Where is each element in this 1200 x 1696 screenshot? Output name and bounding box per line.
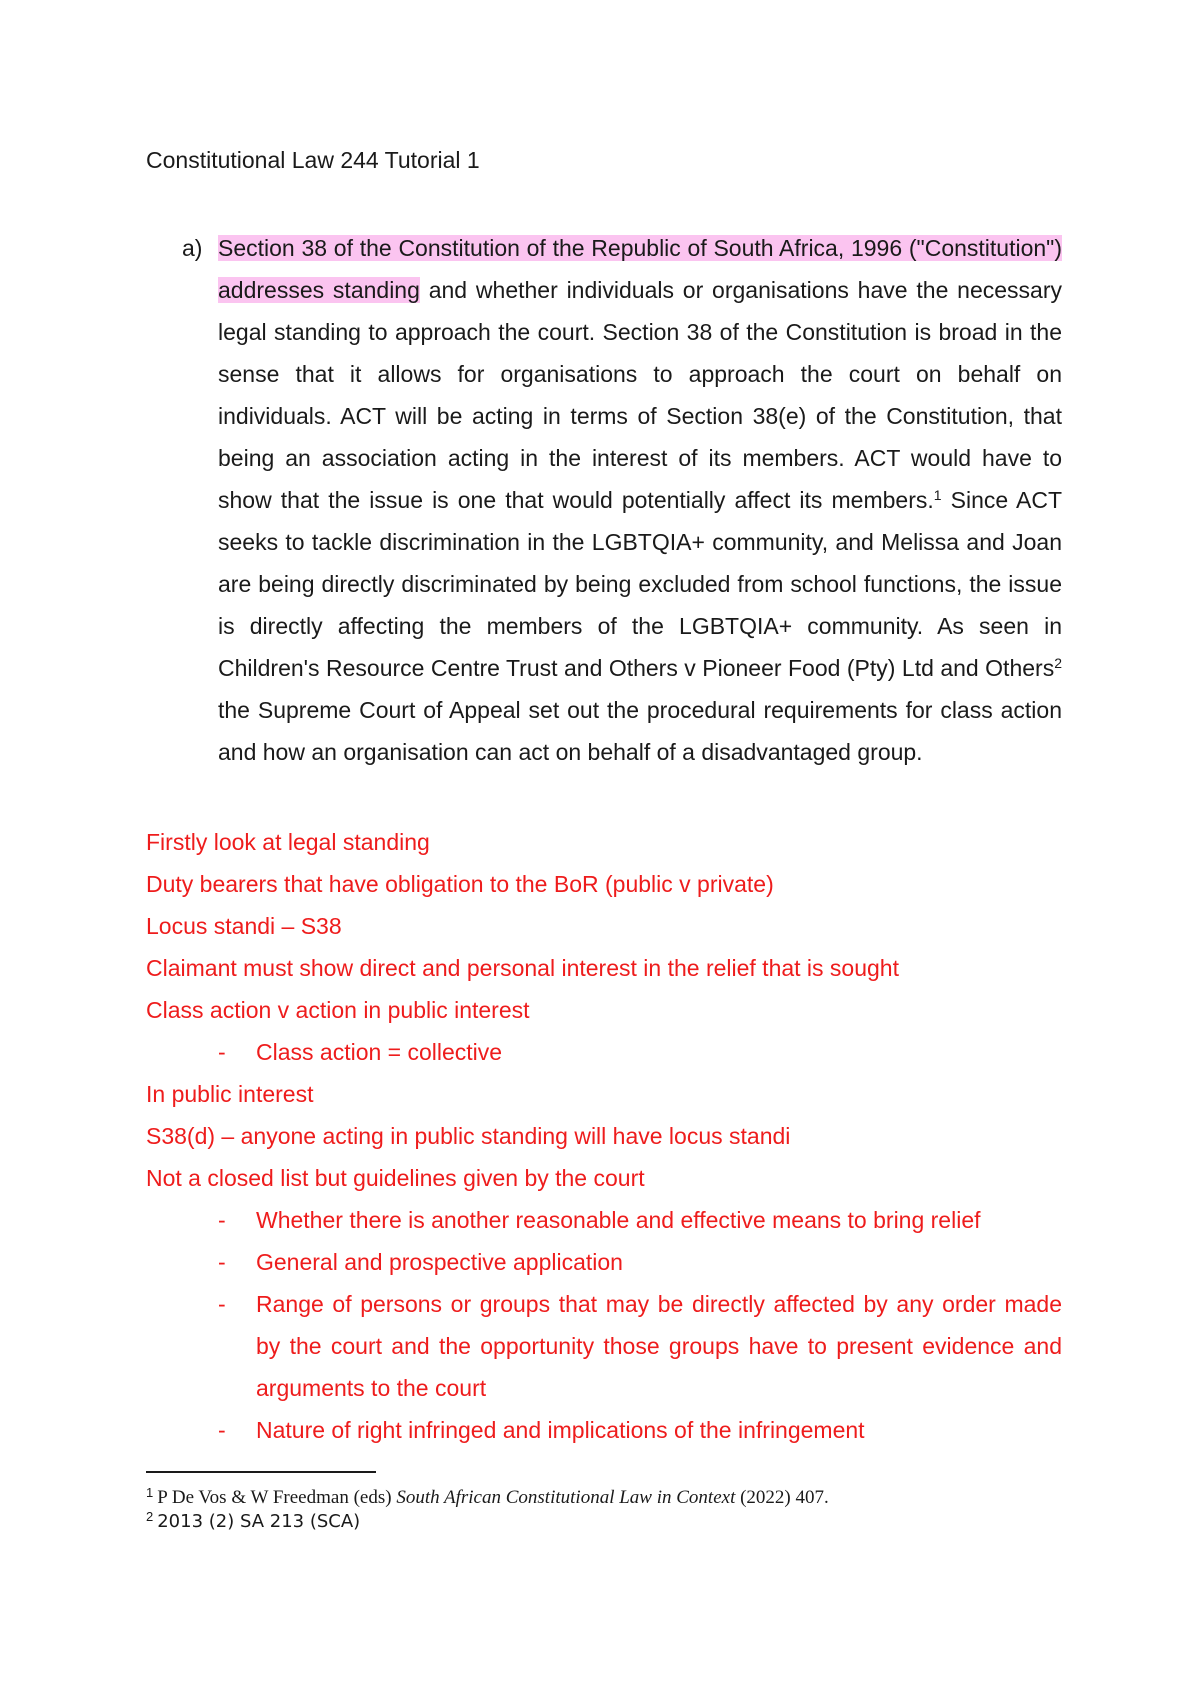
footnote-authors: P De Vos & W Freedman (eds) bbox=[157, 1487, 397, 1508]
body-text-part-1: and whether individuals or organisations have the necessary legal standing to approach the court. Section 38 of the Constitution is broad in the sense that it allows for organisations to approach the court on behalf on individuals. ACT will be acting in terms of Section 38(e) of the Constitution, that being an association acting in the interest of its members. ACT would have to show that the issue is one that would potentially affect its members. bbox=[218, 277, 1063, 513]
footnote-number: 1 bbox=[146, 1485, 154, 1500]
bullet-text: Range of persons or groups that may be directly affected by any order made by the court and the opportunity those groups have to present evidence and arguments to the court bbox=[256, 1291, 1062, 1401]
bullet-text: Nature of right infringed and implications of the infringement bbox=[256, 1417, 865, 1443]
note-line: S38(d) – anyone acting in public standing will have locus standi bbox=[146, 1123, 791, 1149]
footnote-book-title: South African Constitutional Law in Context bbox=[396, 1487, 736, 1508]
footnote-citation: (2022) 407. bbox=[735, 1487, 829, 1508]
list-item-body bbox=[218, 227, 1062, 773]
note-bullet bbox=[146, 1199, 1062, 1241]
footnote-ref-2[interactable]: 2 bbox=[1054, 655, 1062, 671]
note-bullet bbox=[146, 1031, 1062, 1073]
note-line: Duty bearers that have obligation to the BoR (public v private) bbox=[146, 871, 774, 897]
body-text-part-3: the Supreme Court of Appeal set out the procedural requirements for class action and how an organisation can act on behalf of a disadvantaged group. bbox=[218, 697, 1062, 765]
red-notes bbox=[146, 821, 1062, 1451]
dash-bullet: - bbox=[218, 1207, 226, 1233]
note-bullet bbox=[146, 1283, 1062, 1409]
footnote-citation: 2013 (2) SA 213 (SCA) bbox=[157, 1511, 361, 1532]
body-text-part-2: Since ACT seeks to tackle discrimination in the LGBTQIA+ community, and Melissa and Joan are being directly discriminated by being excluded from school functions, the issue is directly affecting the members of the LGBTQIA+ community. As seen in Children's Resource Centre Trust and Others v Pioneer Food (Pty) Ltd and Others bbox=[218, 487, 1062, 681]
footnote-2 bbox=[146, 1510, 1062, 1534]
dash-bullet: - bbox=[218, 1417, 226, 1443]
note-line: In public interest bbox=[146, 1081, 314, 1107]
list-marker: a) bbox=[182, 235, 203, 261]
note-bullet bbox=[146, 1241, 1062, 1283]
footnote-number: 2 bbox=[146, 1509, 154, 1524]
note-bullet bbox=[146, 1409, 1062, 1451]
footnote-1 bbox=[146, 1486, 1062, 1510]
footnote-separator bbox=[146, 1471, 376, 1473]
note-line: Firstly look at legal standing bbox=[146, 829, 430, 855]
document-title: Constitutional Law 244 Tutorial 1 bbox=[146, 147, 480, 173]
highlighted-text: Section 38 of the Constitution of the Republic of South Africa, 1996 ("Constitution") addresses standing bbox=[218, 235, 1062, 303]
dash-bullet: - bbox=[218, 1249, 226, 1275]
bullet-text: Whether there is another reasonable and effective means to bring relief bbox=[256, 1207, 981, 1233]
note-line: Locus standi – S38 bbox=[146, 913, 342, 939]
note-line: Claimant must show direct and personal interest in the relief that is sought bbox=[146, 955, 899, 981]
footnotes bbox=[146, 1486, 1062, 1534]
footnote-ref-1[interactable]: 1 bbox=[933, 487, 942, 503]
note-line: Class action v action in public interest bbox=[146, 997, 530, 1023]
dash-bullet: - bbox=[218, 1039, 226, 1065]
dash-bullet: - bbox=[218, 1291, 226, 1317]
note-line: Not a closed list but guidelines given by the court bbox=[146, 1165, 645, 1191]
bullet-text: Class action = collective bbox=[256, 1039, 503, 1065]
bullet-text: General and prospective application bbox=[256, 1249, 623, 1275]
list-item-a bbox=[182, 227, 1062, 773]
